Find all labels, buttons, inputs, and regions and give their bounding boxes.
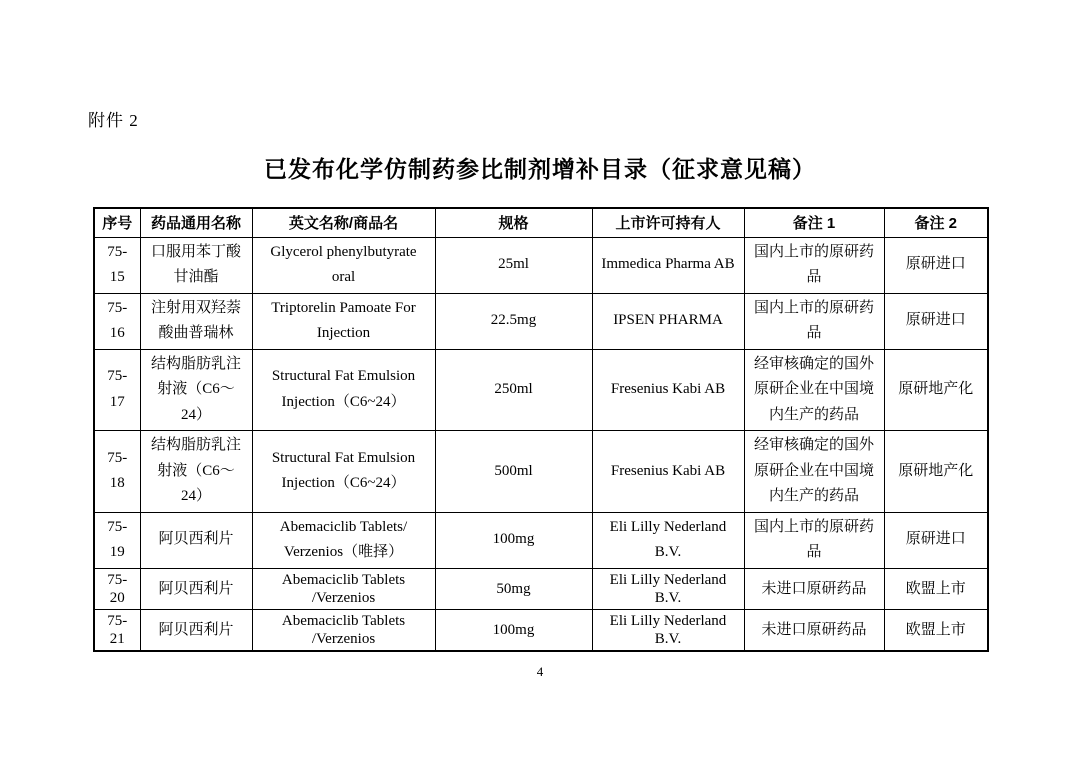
cell-generic-name: 结构脂肪乳注射液（C6～24） [140, 349, 252, 431]
cell-spec: 100mg [435, 609, 592, 651]
column-header-generic-name: 药品通用名称 [140, 208, 252, 237]
cell-serial: 75-18 [94, 431, 140, 513]
cell-holder: Eli Lilly Nederland B.V. [592, 609, 744, 651]
attachment-label: 附件 2 [88, 111, 139, 130]
column-header-spec: 规格 [435, 208, 592, 237]
cell-serial: 75-19 [94, 512, 140, 568]
cell-serial: 75-20 [94, 568, 140, 609]
cell-english-name: Abemaciclib Tablets/ Verzenios（唯择） [252, 512, 435, 568]
cell-holder: IPSEN PHARMA [592, 293, 744, 349]
table-row [94, 237, 988, 293]
cell-generic-name: 阿贝西利片 [140, 609, 252, 651]
cell-note1: 国内上市的原研药品 [744, 512, 884, 568]
cell-generic-name: 阿贝西利片 [140, 568, 252, 609]
cell-spec: 500ml [435, 431, 592, 513]
cell-note2: 原研地产化 [884, 431, 988, 513]
cell-serial: 75-15 [94, 237, 140, 293]
cell-note2: 欧盟上市 [884, 568, 988, 609]
cell-english-name: Abemaciclib Tablets /Verzenios [252, 609, 435, 651]
cell-spec: 100mg [435, 512, 592, 568]
cell-note2: 原研进口 [884, 237, 988, 293]
cell-note2: 原研进口 [884, 293, 988, 349]
table-header-row [94, 208, 988, 237]
cell-generic-name: 口服用苯丁酸甘油酯 [140, 237, 252, 293]
cell-note2: 欧盟上市 [884, 609, 988, 651]
cell-serial: 75-16 [94, 293, 140, 349]
page-number: 4 [536, 664, 544, 679]
cell-english-name: Glycerol phenylbutyrate oral [252, 237, 435, 293]
cell-holder: Immedica Pharma AB [592, 237, 744, 293]
cell-spec: 50mg [435, 568, 592, 609]
cell-english-name: Abemaciclib Tablets /Verzenios [252, 568, 435, 609]
table-row [94, 512, 988, 568]
cell-note1: 未进口原研药品 [744, 568, 884, 609]
table-row [94, 293, 988, 349]
cell-english-name: Structural Fat Emulsion Injection（C6~24） [252, 349, 435, 431]
table-row [94, 431, 988, 513]
table-row [94, 568, 988, 609]
table-row [94, 609, 988, 651]
cell-note1: 国内上市的原研药品 [744, 237, 884, 293]
page-title: 已发布化学仿制药参比制剂增补目录（征求意见稿） [264, 156, 816, 182]
column-header-holder: 上市许可持有人 [592, 208, 744, 237]
cell-holder: Eli Lilly Nederland B.V. [592, 512, 744, 568]
reference-preparations-table [93, 207, 989, 652]
cell-english-name: Triptorelin Pamoate For Injection [252, 293, 435, 349]
cell-spec: 22.5mg [435, 293, 592, 349]
cell-note1: 经审核确定的国外原研企业在中国境内生产的药品 [744, 431, 884, 513]
cell-serial: 75-17 [94, 349, 140, 431]
cell-holder: Eli Lilly Nederland B.V. [592, 568, 744, 609]
column-header-english-name: 英文名称/商品名 [252, 208, 435, 237]
cell-note1: 未进口原研药品 [744, 609, 884, 651]
cell-note1: 经审核确定的国外原研企业在中国境内生产的药品 [744, 349, 884, 431]
cell-note2: 原研地产化 [884, 349, 988, 431]
column-header-serial: 序号 [94, 208, 140, 237]
table-row [94, 349, 988, 431]
cell-generic-name: 结构脂肪乳注射液（C6～24） [140, 431, 252, 513]
column-header-note1: 备注 1 [744, 208, 884, 237]
cell-note1: 国内上市的原研药品 [744, 293, 884, 349]
cell-holder: Fresenius Kabi AB [592, 431, 744, 513]
cell-holder: Fresenius Kabi AB [592, 349, 744, 431]
cell-note2: 原研进口 [884, 512, 988, 568]
cell-spec: 250ml [435, 349, 592, 431]
cell-english-name: Structural Fat Emulsion Injection（C6~24） [252, 431, 435, 513]
column-header-note2: 备注 2 [884, 208, 988, 237]
cell-generic-name: 注射用双羟萘酸曲普瑞林 [140, 293, 252, 349]
cell-spec: 25ml [435, 237, 592, 293]
cell-generic-name: 阿贝西利片 [140, 512, 252, 568]
cell-serial: 75-21 [94, 609, 140, 651]
